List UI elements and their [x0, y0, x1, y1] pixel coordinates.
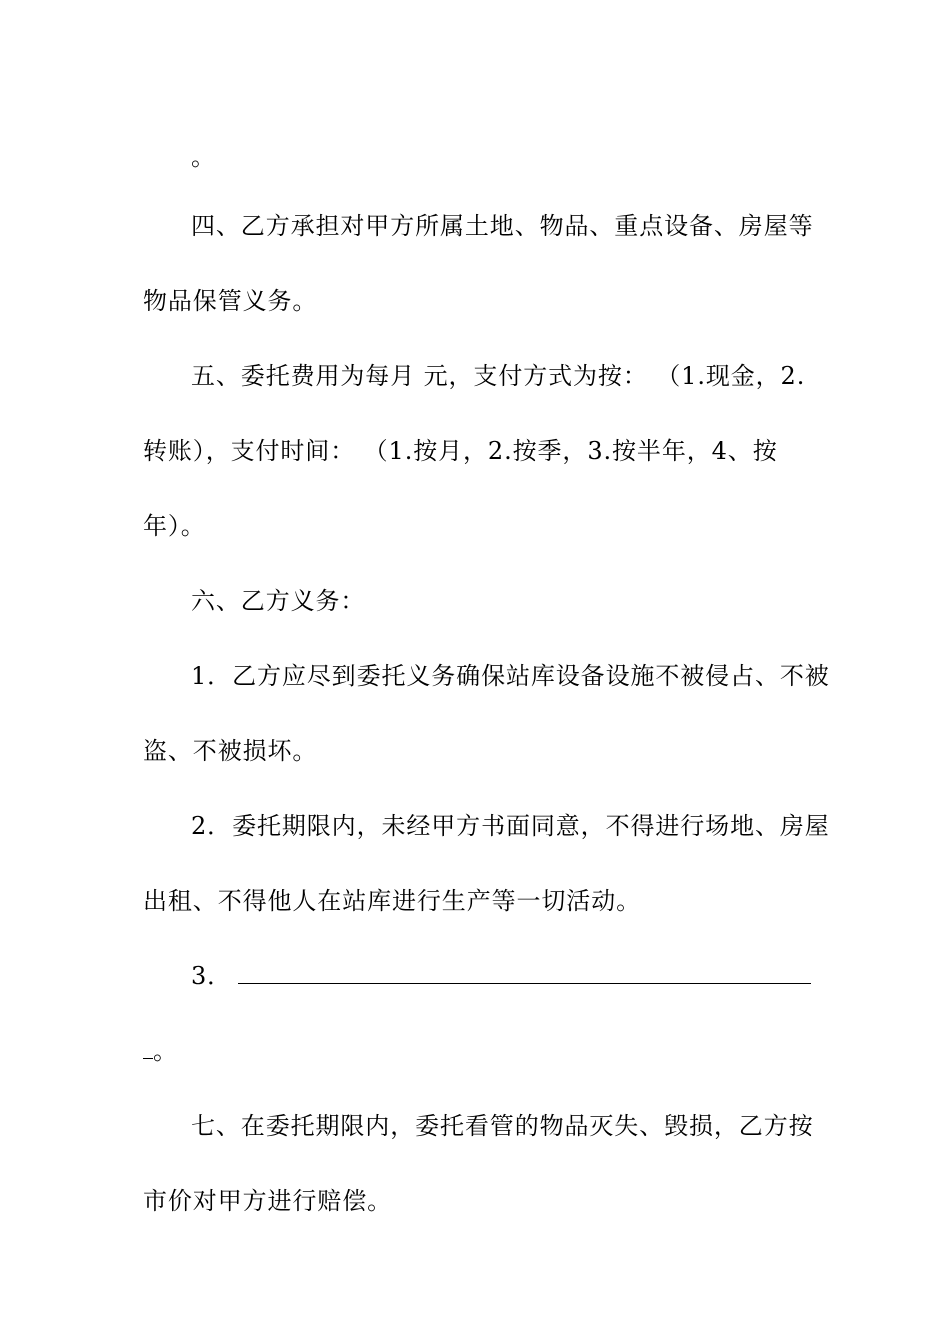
paragraph-line: 。: [191, 143, 216, 171]
fill-in-line: [191, 959, 808, 993]
fill-in-line-end: [143, 1034, 808, 1068]
paragraph-line: 五、委托费用为每月 元，支付方式为按： （1.现金，2.: [191, 362, 806, 390]
paragraph-line: 出租、不得他人在站库进行生产等一切活动。: [143, 887, 641, 915]
paragraph-line: 转账），支付时间： （1.按月，2.按季，3.按半年，4、按: [143, 437, 778, 465]
line-end-punctuation: 。: [153, 1037, 178, 1065]
paragraph-line: 市价对甲方进行赔偿。: [143, 1187, 392, 1215]
blank-underline: [238, 961, 811, 984]
paragraph-line: 六、乙方义务：: [191, 587, 366, 615]
paragraph-line: 年）。: [143, 512, 206, 540]
paragraph-line: 2．委托期限内，未经甲方书面同意，不得进行场地、房屋: [191, 812, 830, 840]
item-number: 3．: [191, 962, 233, 990]
paragraph-line: 物品保管义务。: [143, 287, 318, 315]
paragraph-line: 盗、不被损坏。: [143, 737, 318, 765]
paragraph-line: 七、在委托期限内，委托看管的物品灭失、毁损，乙方按: [191, 1112, 814, 1140]
blank-underline: [143, 1040, 153, 1059]
paragraph-line: 四、乙方承担对甲方所属土地、物品、重点设备、房屋等: [191, 212, 814, 240]
paragraph-line: 1．乙方应尽到委托义务确保站库设备设施不被侵占、不被: [191, 662, 830, 690]
